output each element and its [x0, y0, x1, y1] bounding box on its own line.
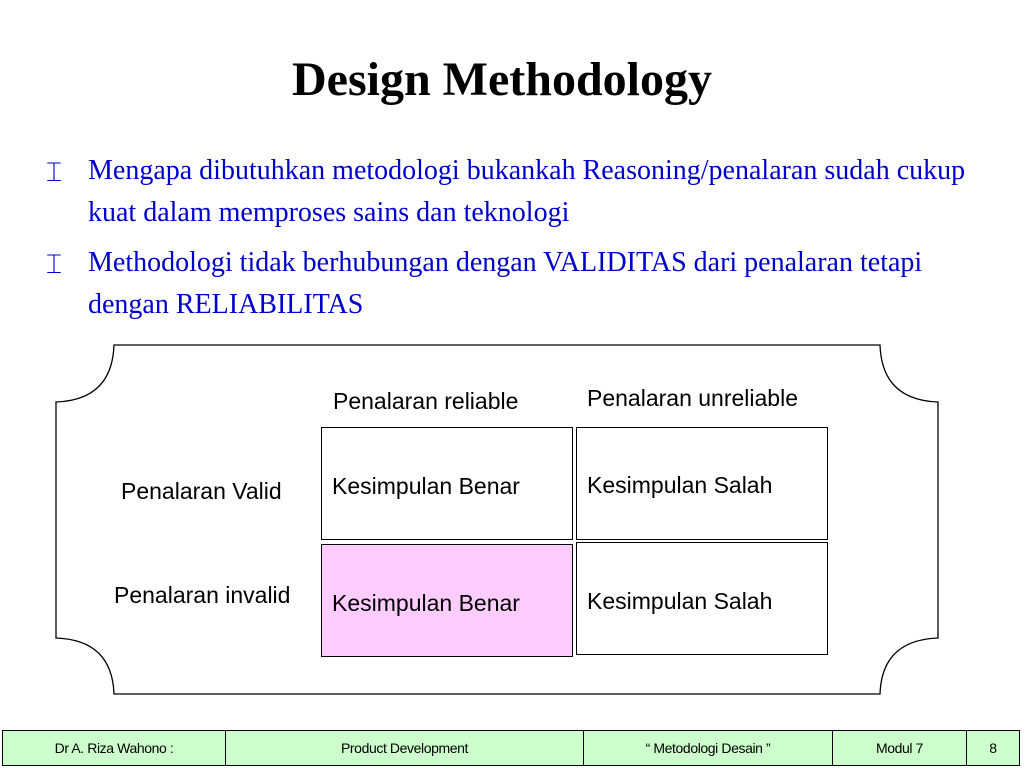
row-header-valid: Penalaran Valid — [121, 478, 282, 504]
footer-author: Dr A. Riza Wahono : — [3, 731, 226, 765]
col-header-reliable: Penalaran reliable — [333, 388, 519, 414]
col-header-unreliable: Penalaran unreliable — [587, 385, 798, 411]
cell-text: Kesimpulan Salah — [587, 472, 773, 498]
bullet-marker-icon: ⌶ — [45, 249, 63, 279]
footer-course: Product Development — [226, 731, 584, 765]
footer-bar — [2, 730, 1020, 766]
footer-page-number: 8 — [989, 740, 997, 756]
bullet-marker-icon: ⌶ — [45, 157, 63, 187]
row-header-invalid: Penalaran invalid — [114, 582, 291, 608]
footer-topic: “ Metodologi Desain ” — [584, 731, 833, 765]
cell-text: Kesimpulan Salah — [587, 588, 773, 614]
cell-text: Kesimpulan Benar — [332, 473, 520, 499]
bullet-text: Mengapa dibutuhkan metodologi bukankah Reasoning/penalaran sudah cukup kuat dalam memproses sains dan teknologi — [88, 155, 966, 228]
footer-module: Modul 7 — [833, 731, 967, 765]
slide-title: Design Methodology — [292, 53, 712, 106]
bullet-text: Methodologi tidak berhubungan dengan VALIDITAS dari penalaran tetapi dengan RELIABILITAS — [88, 247, 923, 320]
cell-text: Kesimpulan Benar — [332, 590, 520, 616]
